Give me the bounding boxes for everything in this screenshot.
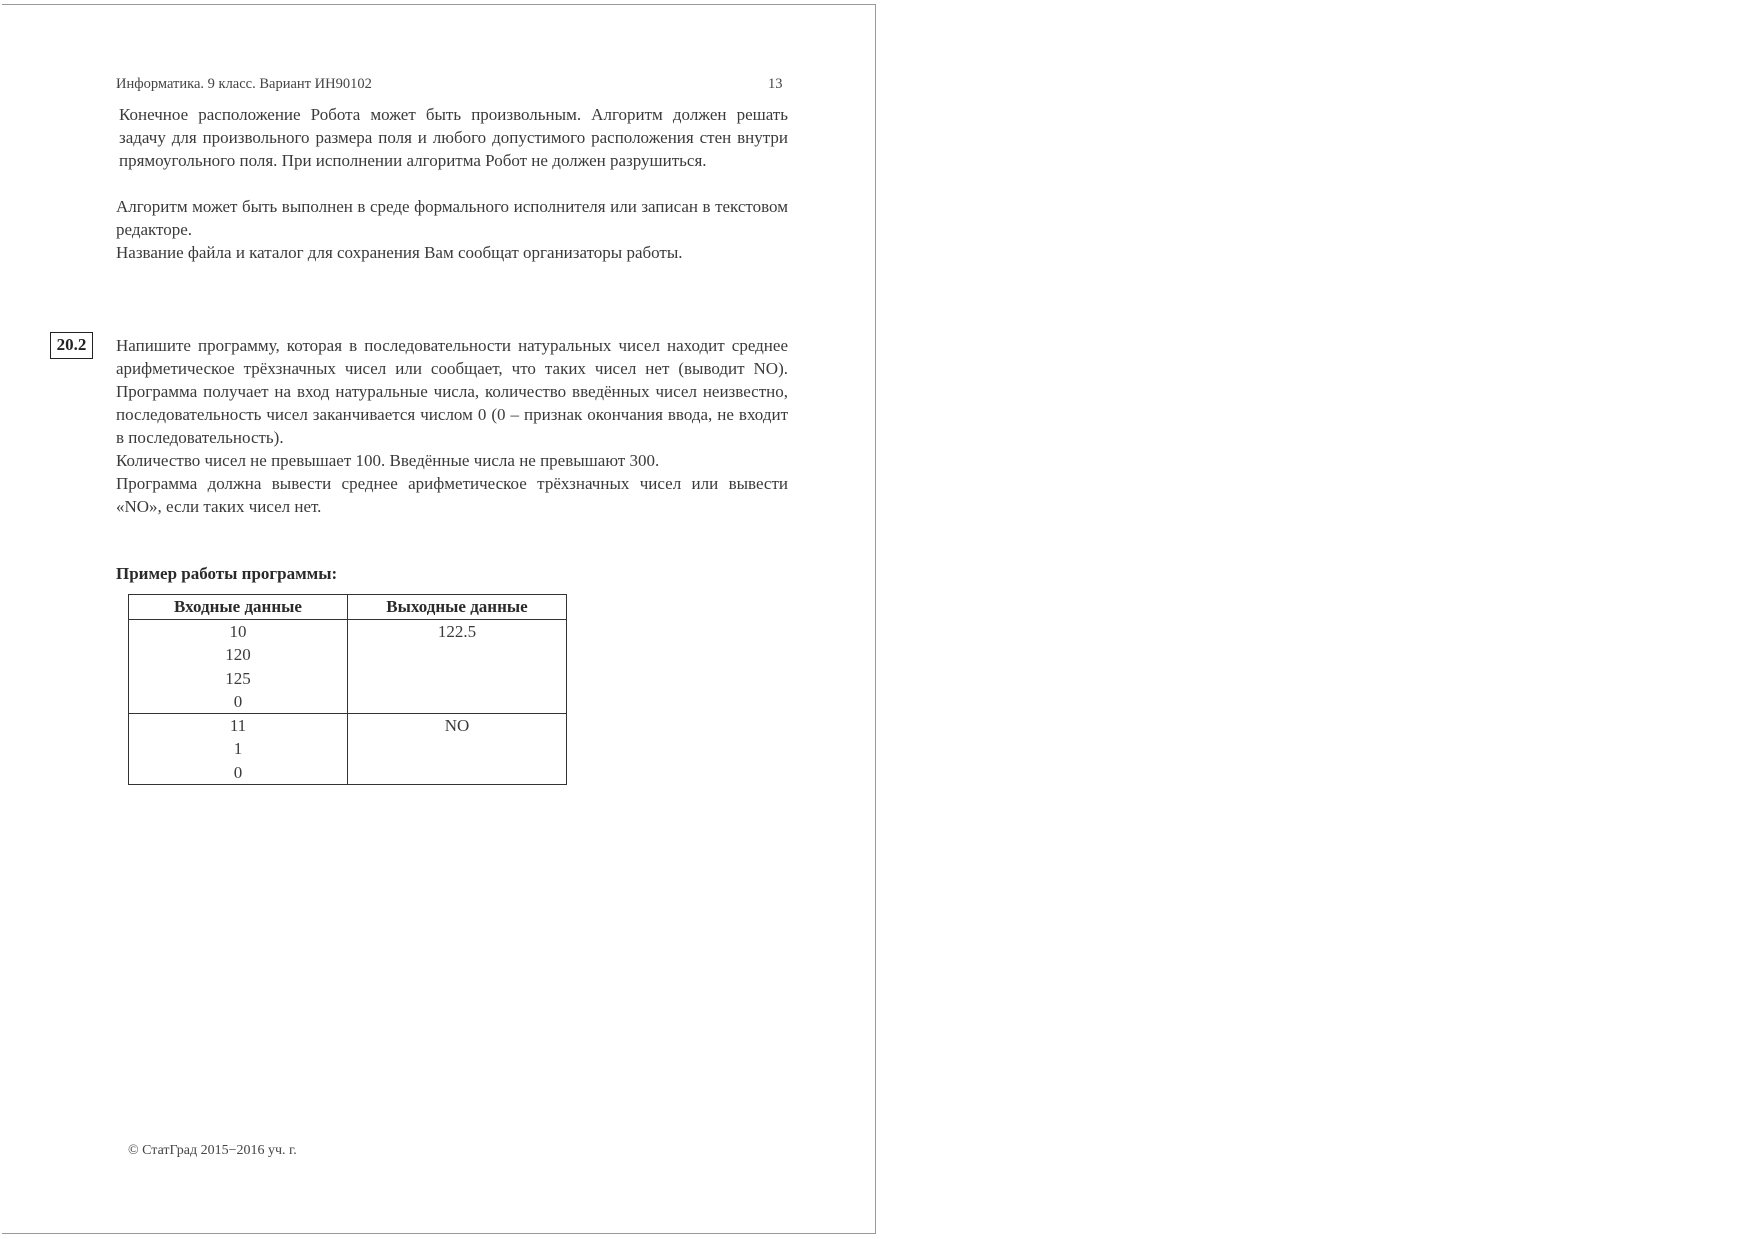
- input-value: 11: [229, 716, 247, 736]
- input-value: 125: [225, 668, 251, 688]
- input-value: 1: [233, 739, 243, 759]
- table-row: [129, 620, 567, 714]
- table-row: [129, 714, 567, 785]
- input-value: 0: [233, 691, 243, 711]
- input-cell: [129, 620, 348, 714]
- output-value: NO: [444, 716, 470, 736]
- column-header-input: Входные данные: [129, 595, 348, 620]
- input-value: 120: [225, 645, 251, 665]
- task-paragraph-2: Количество чисел не превышает 100. Введённые числа не превышают 300.: [116, 451, 660, 470]
- example-table: [128, 594, 567, 785]
- output-value: 122.5: [437, 622, 477, 641]
- task-number-badge: 20.2: [50, 332, 93, 359]
- document-page: [2, 4, 876, 1234]
- intro-paragraph-1: Конечное расположение Робота может быть произвольным. Алгоритм должен решать задачу для произвольного размера поля и любого допустимого расположения стен внутри прямоугольного поля. При исполнении алгоритма Робот не должен разрушиться.: [119, 105, 788, 170]
- task-paragraph-1: Напишите программу, которая в последовательности натуральных чисел находит среднее арифметическое трёхзначных чисел или сообщает, что таких чисел нет (выводит NO). Программа получает на вход натуральные числа, количество введённых чисел неизвестно, последовательность чисел заканчивается числом 0 (0 – признак окончания ввода, не входит в последовательность).: [116, 336, 788, 447]
- page-number: 13: [768, 76, 783, 92]
- column-header-output: Выходные данные: [348, 595, 567, 620]
- intro-paragraphs: [116, 195, 788, 264]
- task-paragraph-3: Программа должна вывести среднее арифметическое трёхзначных чисел или вывести «NO», если таких чисел нет.: [116, 474, 788, 516]
- output-cell: [348, 620, 567, 714]
- example-heading: Пример работы программы:: [116, 564, 338, 583]
- output-cell: [348, 714, 567, 785]
- input-value: 10: [229, 622, 247, 641]
- task-text: [116, 334, 788, 518]
- header-title: Информатика. 9 класс. Вариант ИН90102: [116, 76, 372, 92]
- footer-copyright: © СтатГрад 2015−2016 уч. г.: [128, 1143, 297, 1158]
- input-value: 0: [233, 762, 243, 782]
- input-cell: [129, 714, 348, 785]
- intro-paragraph-2: Алгоритм может быть выполнен в среде формального исполнителя или записан в текстовом редакторе.: [116, 197, 788, 239]
- table-header-row: [129, 595, 567, 620]
- intro-paragraph-3: Название файла и каталог для сохранения Вам сообщат организаторы работы.: [116, 243, 683, 262]
